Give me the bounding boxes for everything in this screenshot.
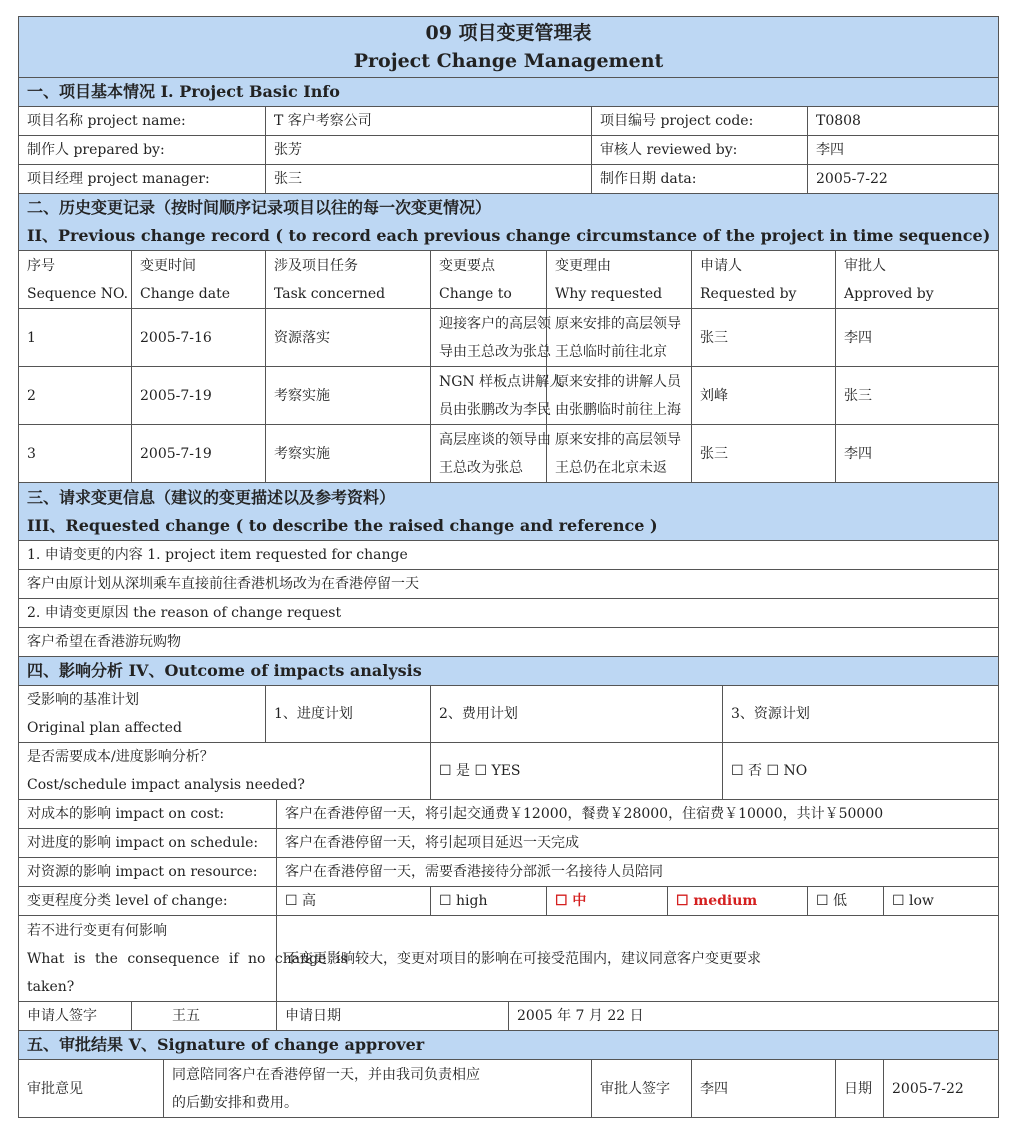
table-row (19, 309, 999, 367)
project-name-label: 项目名称 project name: (19, 107, 266, 136)
level-label: 变更程度分类 level of change: (19, 887, 277, 916)
level-medium-cn-checkbox[interactable]: ☐ 中 (547, 887, 668, 916)
apply-date-value: 2005 年 7 月 22 日 (509, 1002, 999, 1031)
history-cell-approved: 李四 (836, 309, 999, 367)
history-header-requested: 申请人 Requested by (692, 251, 836, 309)
analysis-needed-label: 是否需要成本/进度影响分析？ Cost/schedule impact analysis needed? (19, 743, 431, 800)
request-item2-label: 2. 申请变更原因 the reason of change request (19, 599, 999, 628)
approver-sign-value: 李四 (692, 1060, 836, 1118)
plan-cost: 2、费用计划 (431, 686, 723, 743)
approval-date-value: 2005-7-22 (884, 1060, 999, 1118)
history-header-why: 变更理由 Why requested (547, 251, 692, 309)
history-cell-date: 2005-7-16 (132, 309, 266, 367)
history-cell-task: 考察实施 (266, 367, 431, 425)
request-item1-value: 客户由原计划从深圳乘车直接前往香港机场改为在香港停留一天 (19, 570, 999, 599)
analysis-no-checkbox[interactable]: ☐ 否 ☐ NO (723, 743, 999, 800)
level-medium-en-checkbox[interactable]: ☐ medium (668, 887, 808, 916)
prepared-by-label: 制作人 prepared by: (19, 136, 266, 165)
section2-heading (19, 194, 999, 251)
impact-schedule-value: 客户在香港停留一天，将引起项目延迟一天完成 (277, 829, 999, 858)
history-cell-why: 原来安排的高层领导 王总仍在北京未返 (547, 425, 692, 483)
section3-heading-cn: 三、请求变更信息（建议的变更描述以及参考资料） (27, 487, 396, 507)
made-date-value: 2005-7-22 (808, 165, 999, 194)
plan-schedule: 1、进度计划 (266, 686, 431, 743)
plan-resource: 3、资源计划 (723, 686, 999, 743)
section4-heading: 四、影响分析 IV、Outcome of impacts analysis (19, 657, 999, 686)
history-cell-requested: 张三 (692, 425, 836, 483)
history-header-date: 变更时间 Change date (132, 251, 266, 309)
history-header-approved: 审批人 Approved by (836, 251, 999, 309)
impact-schedule-label: 对进度的影响 impact on schedule: (19, 829, 277, 858)
plan-affected-label: 受影响的基准计划 Original plan affected (19, 686, 266, 743)
approval-opinion-label: 审批意见 (19, 1060, 164, 1118)
history-cell-change: NGN 样板点讲解人 员由张鹏改为李民 (431, 367, 547, 425)
form-title-en: Project Change Management (353, 50, 664, 72)
history-cell-why: 原来安排的高层领导 王总临时前往北京 (547, 309, 692, 367)
section5-heading: 五、审批结果 V、Signature of change approver (19, 1031, 999, 1060)
request-item2-value: 客户希望在香港游玩购物 (19, 628, 999, 657)
manager-label: 项目经理 project manager: (19, 165, 266, 194)
table-row (19, 425, 999, 483)
history-cell-date: 2005-7-19 (132, 425, 266, 483)
made-date-label: 制作日期 data: (592, 165, 808, 194)
reviewed-by-value: 李四 (808, 136, 999, 165)
history-cell-no: 3 (19, 425, 132, 483)
approval-opinion-value: 同意陪同客户在香港停留一天，并由我司负责相应 的后勤安排和费用。 (164, 1060, 592, 1118)
table-row (19, 367, 999, 425)
impact-cost-label: 对成本的影响 impact on cost: (19, 800, 277, 829)
history-header-change: 变更要点 Change to (431, 251, 547, 309)
history-header-task: 涉及项目任务 Task concerned (266, 251, 431, 309)
section1-heading: 一、项目基本情况 I. Project Basic Info (19, 78, 999, 107)
project-code-label: 项目编号 project code: (592, 107, 808, 136)
section2-heading-cn: 二、历史变更记录（按时间顺序记录项目以往的每一次变更情况） (27, 198, 492, 217)
section2-heading-en: II、Previous change record ( to record each previous change circumstance of the project in time sequence) (27, 226, 991, 245)
history-cell-task: 资源落实 (266, 309, 431, 367)
reviewed-by-label: 审核人 reviewed by: (592, 136, 808, 165)
applicant-sign-value: 王五 (132, 1002, 277, 1031)
approver-sign-label: 审批人签字 (592, 1060, 692, 1118)
project-name-value: T 客户考察公司 (266, 107, 592, 136)
applicant-sign-label: 申请人签字 (19, 1002, 132, 1031)
history-cell-no: 1 (19, 309, 132, 367)
history-cell-approved: 张三 (836, 367, 999, 425)
history-cell-why: 原来安排的讲解人员 由张鹏临时前往上海 (547, 367, 692, 425)
consequence-value: 不变更影响较大，变更对项目的影响在可接受范围内，建议同意客户变更要求 (277, 916, 999, 1002)
section3-heading-en: III、Requested change ( to describe the raised change and reference ) (27, 515, 658, 535)
history-cell-no: 2 (19, 367, 132, 425)
history-cell-requested: 张三 (692, 309, 836, 367)
prepared-by-value: 张芳 (266, 136, 592, 165)
history-cell-approved: 李四 (836, 425, 999, 483)
approval-date-label: 日期 (836, 1060, 884, 1118)
form-table (18, 16, 999, 1118)
analysis-yes-checkbox[interactable]: ☐ 是 ☐ YES (431, 743, 723, 800)
apply-date-label: 申请日期 (277, 1002, 509, 1031)
change-management-form (18, 16, 998, 1118)
section3-heading (19, 483, 999, 541)
history-header-seq: 序号 Sequence NO. (19, 251, 132, 309)
consequence-label: 若不进行变更有何影响 What is the consequence if no change is taken? (19, 916, 277, 1002)
history-cell-change: 高层座谈的领导由 王总改为张总 (431, 425, 547, 483)
form-title (19, 17, 999, 78)
level-high-en-checkbox[interactable]: ☐ high (431, 887, 547, 916)
level-high-cn-checkbox[interactable]: ☐ 高 (277, 887, 431, 916)
form-title-cn: 09 项目变更管理表 (425, 22, 592, 44)
history-cell-task: 考察实施 (266, 425, 431, 483)
impact-resource-label: 对资源的影响 impact on resource: (19, 858, 277, 887)
history-cell-change: 迎接客户的高层领 导由王总改为张总 (431, 309, 547, 367)
history-cell-date: 2005-7-19 (132, 367, 266, 425)
manager-value: 张三 (266, 165, 592, 194)
level-low-en-checkbox[interactable]: ☐ low (884, 887, 999, 916)
history-cell-requested: 刘峰 (692, 367, 836, 425)
request-item1-label: 1. 申请变更的内容 1. project item requested for change (19, 541, 999, 570)
project-code-value: T0808 (808, 107, 999, 136)
level-low-cn-checkbox[interactable]: ☐ 低 (808, 887, 884, 916)
impact-resource-value: 客户在香港停留一天，需要香港接待分部派一名接待人员陪同 (277, 858, 999, 887)
impact-cost-value: 客户在香港停留一天，将引起交通费￥12000，餐费￥28000，住宿费￥10000，共计￥50000 (277, 800, 999, 829)
